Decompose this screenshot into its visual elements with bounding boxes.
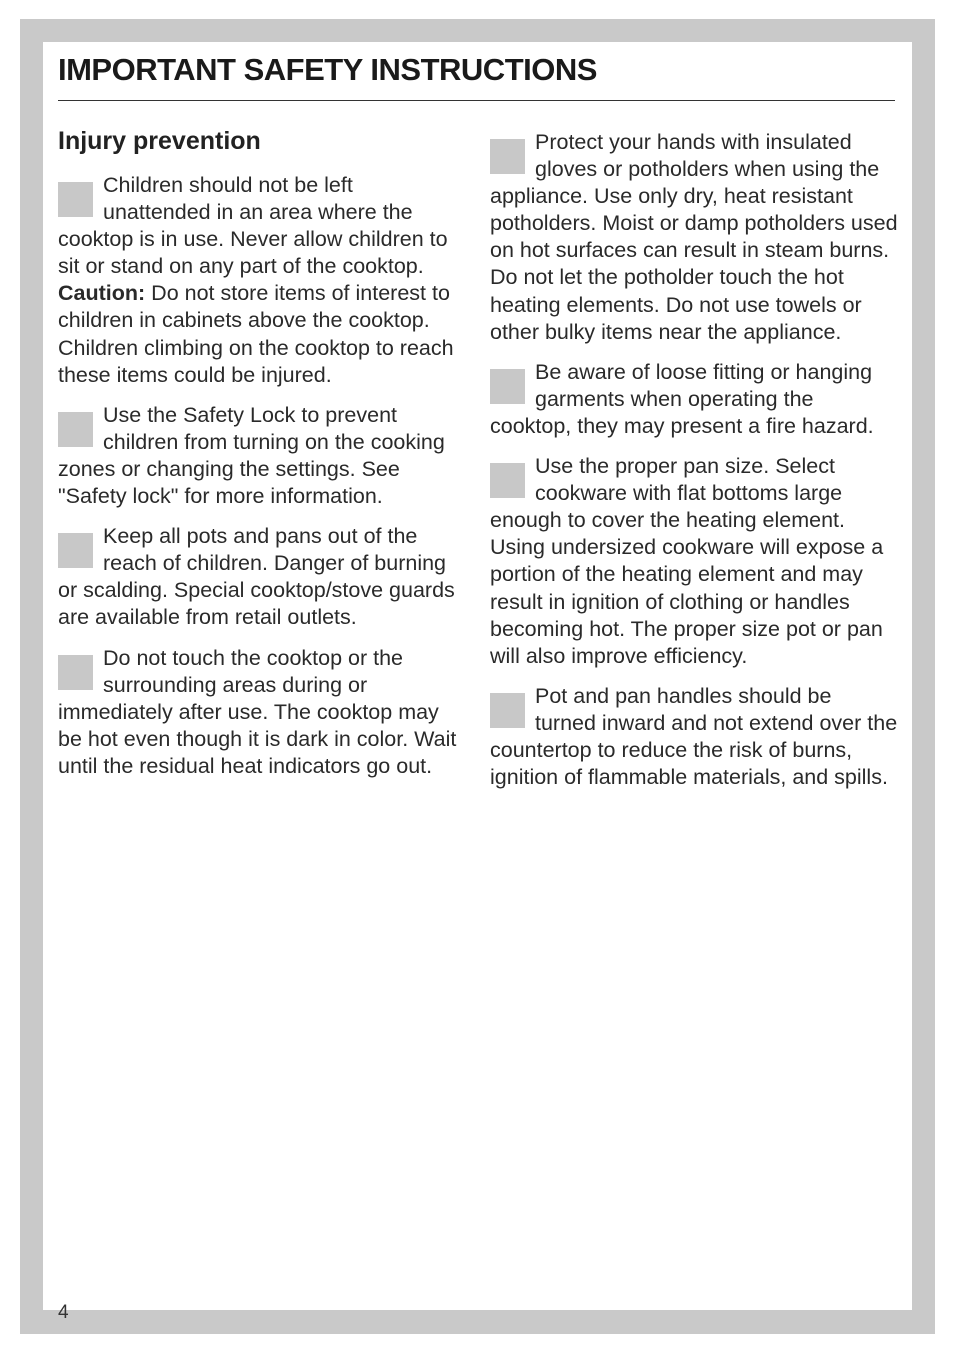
safety-item-text: Do not touch the cooktop or the surrounding areas during or immediately after use. The cooktop may be hot even though it is dark in color. Wait until the residual heat indicators go out. bbox=[58, 645, 457, 778]
safety-item-text: Protect your hands with insulated gloves or potholders when using the appliance. Use only dry, heat resistant potholders. Moist or damp potholders used on hot surfaces can result in steam burns. Do not let the potholder touch the hot heating elements. Do not use towels or other bulky items near the appliance. bbox=[490, 130, 898, 344]
bullet-square-icon bbox=[58, 533, 93, 568]
bullet-square-icon bbox=[58, 412, 93, 447]
page-title: IMPORTANT SAFETY INSTRUCTIONS bbox=[58, 52, 597, 87]
section-heading: Injury prevention bbox=[58, 127, 261, 155]
bullet-square-icon bbox=[490, 139, 525, 174]
bullet-square-icon bbox=[58, 655, 93, 690]
bullet-square-icon bbox=[490, 693, 525, 728]
safety-item bbox=[490, 359, 898, 440]
safety-item-text: Use the proper pan size. Select cookware with flat bottoms large enough to cover the heating element. Using undersized cookware will expose a portion of the heating element and may result in ignition of clothing or handles becoming hot. The proper size pot or pan will also improve efficiency. bbox=[490, 454, 884, 668]
safety-item-text: Children should not be left unattended in an area where the cooktop is in use. Never allow children to sit or stand on any part of the cooktop. bbox=[58, 173, 448, 279]
safety-item bbox=[58, 645, 466, 780]
caution-label: Caution: bbox=[58, 281, 146, 306]
safety-item bbox=[490, 453, 898, 670]
bullet-square-icon bbox=[490, 463, 525, 498]
safety-item bbox=[58, 172, 466, 389]
safety-item-text: Pot and pan handles should be turned inward and not extend over the countertop to reduce the risk of burns, ignition of flammable materials, and spills. bbox=[490, 683, 898, 790]
safety-item bbox=[58, 402, 466, 510]
title-divider bbox=[58, 100, 895, 101]
bullet-square-icon bbox=[58, 182, 93, 217]
right-column bbox=[490, 129, 898, 804]
page-number: 4 bbox=[58, 1302, 69, 1323]
safety-item-text: Use the Safety Lock to prevent children from turning on the cooking zones or changing the settings. See "Safety lock" for more information. bbox=[58, 402, 445, 509]
bullet-square-icon bbox=[490, 369, 525, 404]
safety-item-text: Keep all pots and pans out of the reach of children. Danger of burning or scalding. Special cooktop/stove guards are available from retail outlets. bbox=[58, 524, 455, 630]
safety-item bbox=[490, 683, 898, 791]
left-column bbox=[58, 125, 466, 793]
safety-item bbox=[490, 129, 898, 346]
caution-text: Do not store items of interest to children in cabinets above the cooktop. Children climbing on the cooktop to reach these items could be injured. bbox=[58, 281, 454, 387]
safety-item-text: Be aware of loose fitting or hanging garments when operating the cooktop, they may present a fire hazard. bbox=[490, 359, 874, 438]
safety-item bbox=[58, 523, 466, 631]
